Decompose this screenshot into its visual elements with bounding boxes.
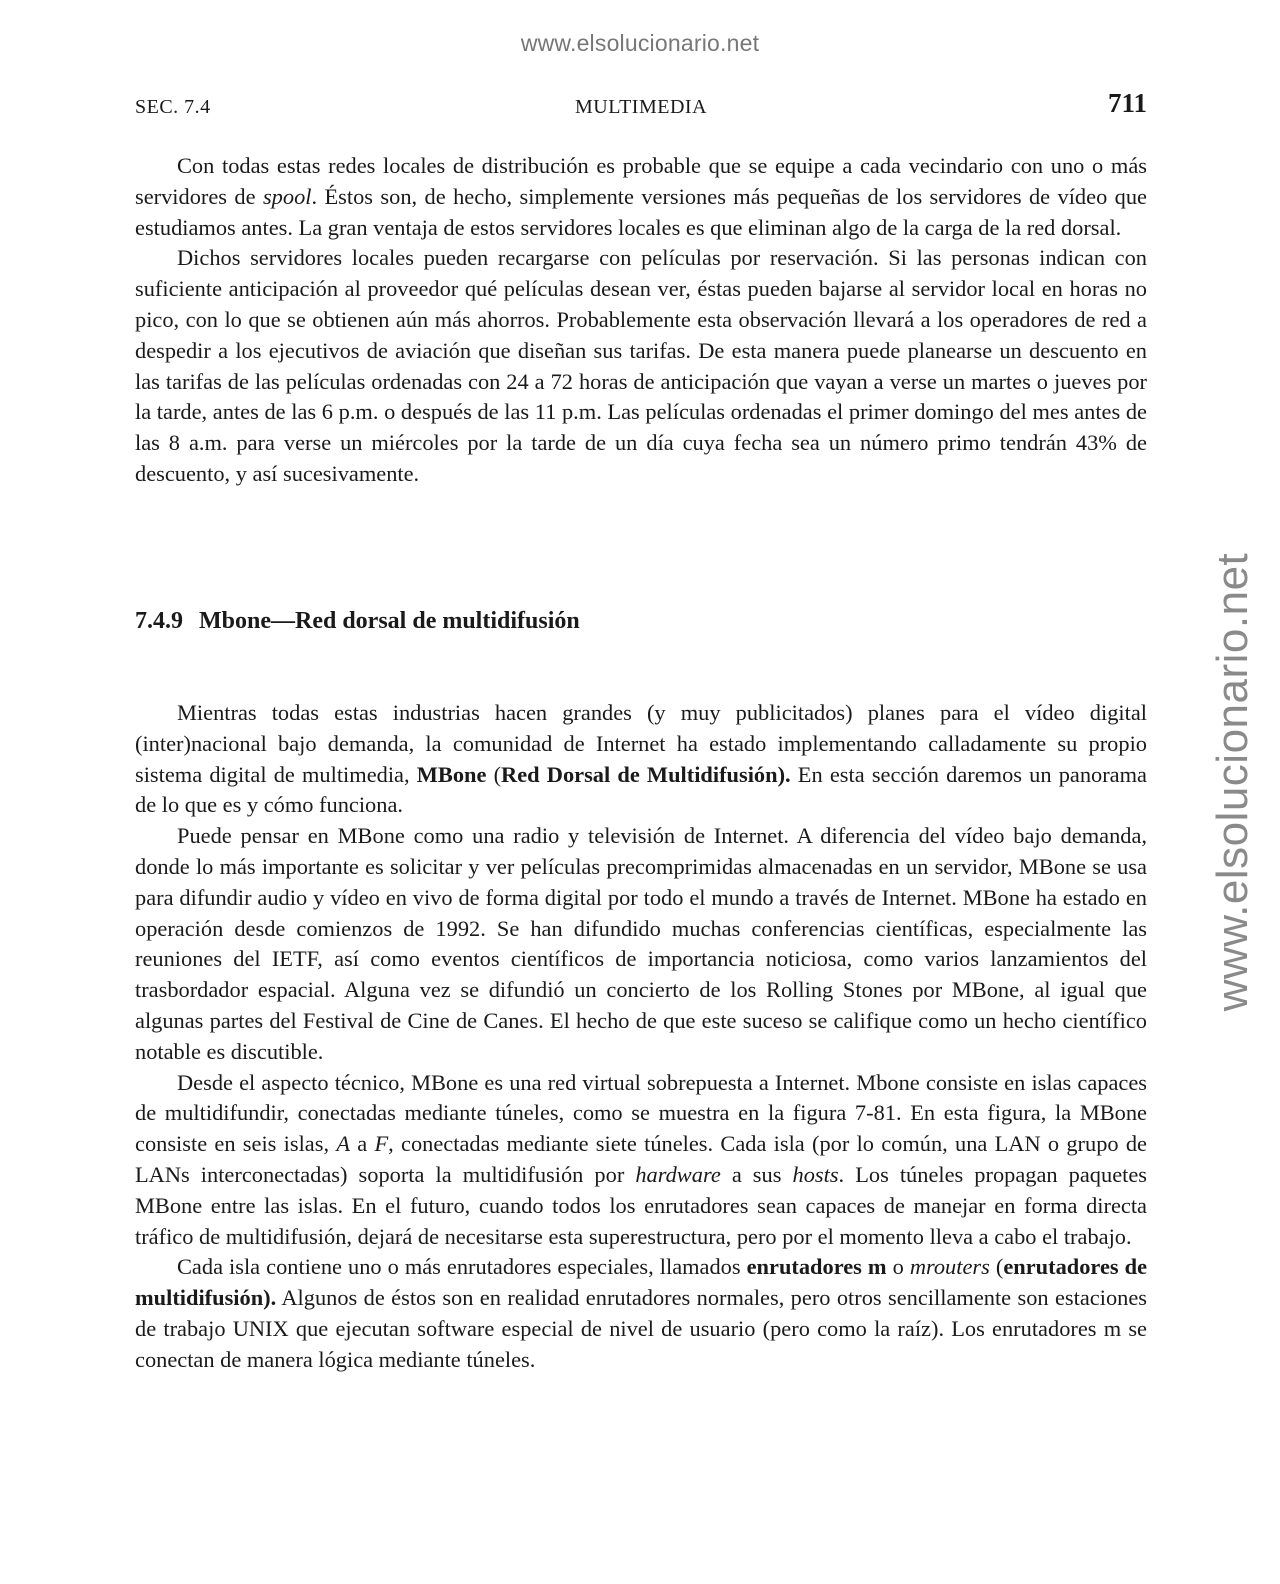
italic-term: mrouters [909,1254,990,1280]
watermark-side: www.elsolucionario.net [1208,552,1257,1012]
section-heading-title: Mbone—Red dorsal de multidifusión [199,608,580,634]
italic-term: F [374,1131,389,1157]
paragraph-5: Desde el aspecto técnico, MBone es una red virtual sobrepuesta a Internet. Mbone consiste en islas capaces de multidifundir, conectadas mediante túneles, como se muestra en la figura 7-81. En esta figura, la MBone consiste en seis islas, A a F, conectadas mediante siete túneles. Cada isla (por lo común, una LAN o grupo de LANs interconectadas) soporta la multidifusión por hardware a sus hosts. Los túneles propagan paquetes MBone entre las islas. En el futuro, cuando todos los enrutadores sean capaces de manejar en forma directa tráfico de multidifusión, dejará de necesitarse esta superestructura, pero por el momento lleva a cabo el trabajo. [135,1069,1148,1249]
text-block-bottom [135,698,1147,1376]
watermark-top: www.elsolucionario.net [520,30,760,56]
page-number: 711 [1107,88,1147,118]
italic-term: hosts [792,1161,839,1187]
paragraph-4: Puede pensar en MBone como una radio y televisión de Internet. A diferencia del vídeo bajo demanda, donde lo más importante es solicitar y ver películas precomprimidas almacenadas en un servidor, MBone se usa para difundir audio y vídeo en vivo de forma digital por todo el mundo a través de Internet. MBone ha estado en operación desde comienzos de 1992. Se han difundido muchas conferencias científicas, especialmente las reuniones del IETF, así como eventos científicos de importancia noticiosa, como varios lanzamientos del trasbordador espacial. Alguna vez se difundió un concierto de los Rolling Stones por MBone, al igual que algunas partes del Festival de Cine de Canes. El hecho de que este suceso se califique como un hecho científico notable es discutible. [135,823,1147,1064]
bold-term: Red Dorsal de Multidifusión). [501,761,791,787]
italic-term: A [336,1131,350,1157]
section-heading-number: 7.4.9 [135,608,183,634]
bold-term: enrutadores m [746,1254,887,1280]
bold-term: MBone [416,761,487,787]
section-label: SEC. 7.4 [135,96,211,118]
text-block-top [135,151,1147,490]
italic-term: hardware [635,1161,721,1187]
section-heading [135,608,580,635]
italic-term: spool [262,183,312,209]
running-head [135,88,1147,128]
bold-term: enrutadores de multidifusión). [135,1254,1148,1311]
paragraph-2: Dichos servidores locales pueden recargarse con películas por reservación. Si las personas indican con suficiente anticipación al proveedor qué películas desean ver, éstas pueden bajarse al servidor local en horas no pico, con lo que se obtienen aún más ahorros. Probablemente esta observación llevará a los operadores de red a despedir a los ejecutivos de aviación que diseñan sus tarifas. De esta manera puede planearse un descuento en las tarifas de las películas ordenadas con 24 a 72 horas de anticipación que vayan a verse un martes o jueves por la tarde, antes de las 6 p.m. o después de las 11 p.m. Las películas ordenadas el primer domingo del mes antes de las 8 a.m. para verse un miércoles por la tarde de un día cuya fecha sea un número primo tendrán 43% de descuento, y así sucesivamente. [135,245,1147,486]
paragraph-6: Cada isla contiene uno o más enrutadores especiales, llamados enrutadores m o mrouters (enrutadores de multidifusión). Algunos de éstos son en realidad enrutadores normales, pero otros sencillamente son estaciones de trabajo UNIX que ejecutan software especial de nivel de usuario (pero como la raíz). Los enrutadores m se conectan de manera lógica mediante túneles. [135,1254,1148,1372]
chapter-title: MULTIMEDIA [574,96,708,118]
paragraph-1: Con todas estas redes locales de distribución es probable que se equipe a cada vecindario con uno o más servidores de spool. Éstos son, de hecho, simplemente versiones más pequeñas de los servidores de vídeo que estudiamos antes. La gran ventaja de estos servidores locales es que eliminan algo de la carga de la red dorsal. [135,153,1147,240]
paragraph-3: Mientras todas estas industrias hacen grandes (y muy publicitados) planes para el vídeo digital (inter)nacional bajo demanda, la comunidad de Internet ha estado implementando calladamente su propio sistema digital de multimedia, MBone (Red Dorsal de Multidifusión). En esta sección daremos un panorama de lo que es y cómo funciona. [135,700,1147,818]
